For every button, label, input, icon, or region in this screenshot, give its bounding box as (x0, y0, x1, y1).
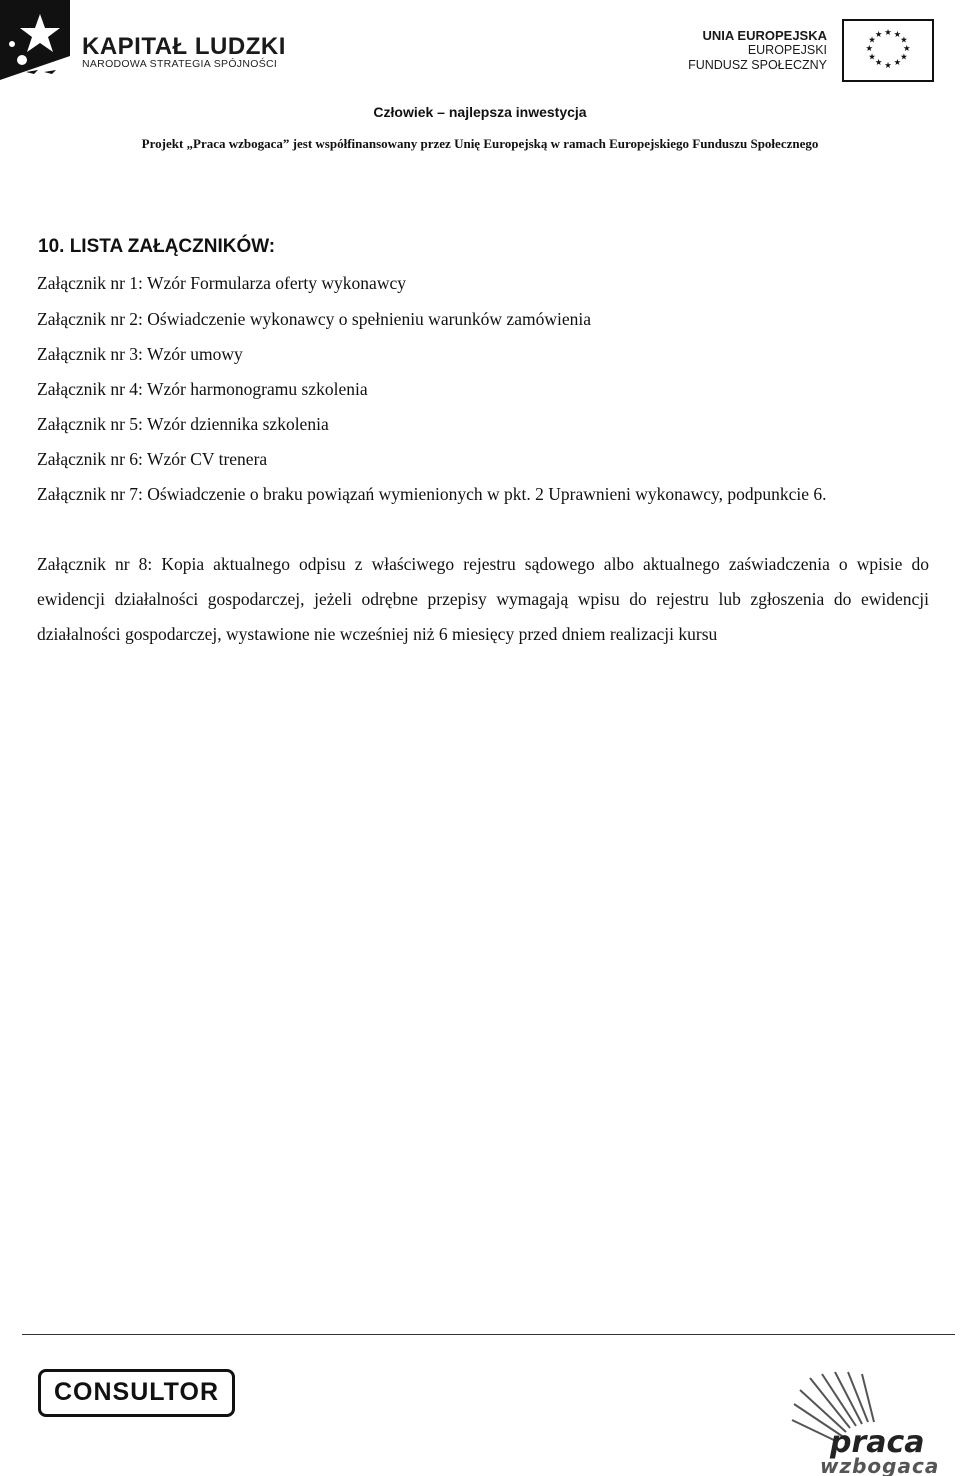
kapital-ludzki-title: KAPITAŁ LUDZKI (82, 33, 286, 60)
svg-text:★: ★ (874, 28, 883, 39)
svg-text:★: ★ (874, 57, 883, 68)
svg-text:★: ★ (868, 51, 876, 62)
eu-line-3: FUNDUSZ SPOŁECZNY (688, 58, 827, 72)
attachment-8: Załącznik nr 8: Kopia aktualnego odpisu z właściwego rejestru sądowego albo aktualnego zaświadczenia o wpisie do ewidencji działalności gospodarczej, jeżeli odrębne przepisy wymagają wpisu do rejestru lub zgłoszenia do ewidencji działalności gospodarczej, wystawione nie wcześniej niż 6 miesięcy przed dniem realizacji kursu (37, 554, 929, 644)
tagline: Człowiek – najlepsza inwestycja (373, 104, 587, 120)
project-funding-line: Projekt „Praca wzbogaca” jest współfinansowany przez Unię Europejską w ramach Europejskiego Funduszu Społecznego (141, 136, 819, 151)
attachment-2: Załącznik nr 2: Oświadczenie wykonawcy o spełnieniu warunków zamówienia (37, 309, 591, 329)
eu-line-2: EUROPEJSKI (747, 43, 827, 57)
eu-flag-icon (842, 19, 934, 82)
consultor-label: CONSULTOR (53, 1378, 220, 1406)
svg-text:★: ★ (868, 34, 876, 45)
attachment-1: Załącznik nr 1: Wzór Formularza oferty wykonawcy (37, 273, 406, 293)
eu-fund-label (688, 28, 827, 73)
wzbogaca-label: wzbogaca (820, 1454, 940, 1476)
praca-wzbogaca-logo (790, 1370, 955, 1476)
svg-text:★: ★ (884, 59, 892, 70)
svg-text:★: ★ (893, 57, 902, 68)
svg-text:★: ★ (893, 28, 902, 39)
svg-text:★: ★ (902, 42, 911, 53)
svg-text:★: ★ (900, 34, 908, 45)
attachment-5: Załącznik nr 5: Wzór dziennika szkolenia (37, 414, 329, 434)
attachment-7: Załącznik nr 7: Oświadczenie o braku powiązań wymienionych w pkt. 2 Uprawnieni wykonawcy, podpunkcie 6. (37, 484, 827, 504)
kapital-ludzki-subtitle: NARODOWA STRATEGIA SPÓJNOŚCI (82, 58, 278, 70)
svg-text:★: ★ (884, 27, 892, 38)
footer-divider (22, 1334, 955, 1335)
eu-line-1: UNIA EUROPEJSKA (702, 28, 827, 43)
attachment-4: Załącznik nr 4: Wzór harmonogramu szkolenia (37, 379, 368, 399)
svg-text:★: ★ (900, 51, 908, 62)
section-heading: 10. LISTA ZAŁĄCZNIKÓW: (38, 236, 276, 257)
attachment-6: Załącznik nr 6: Wzór CV trenera (37, 449, 268, 469)
praca-label: praca (830, 1425, 925, 1460)
attachment-3: Załącznik nr 3: Wzór umowy (37, 344, 243, 364)
svg-text:★: ★ (865, 42, 874, 53)
consultor-logo (38, 1369, 235, 1417)
